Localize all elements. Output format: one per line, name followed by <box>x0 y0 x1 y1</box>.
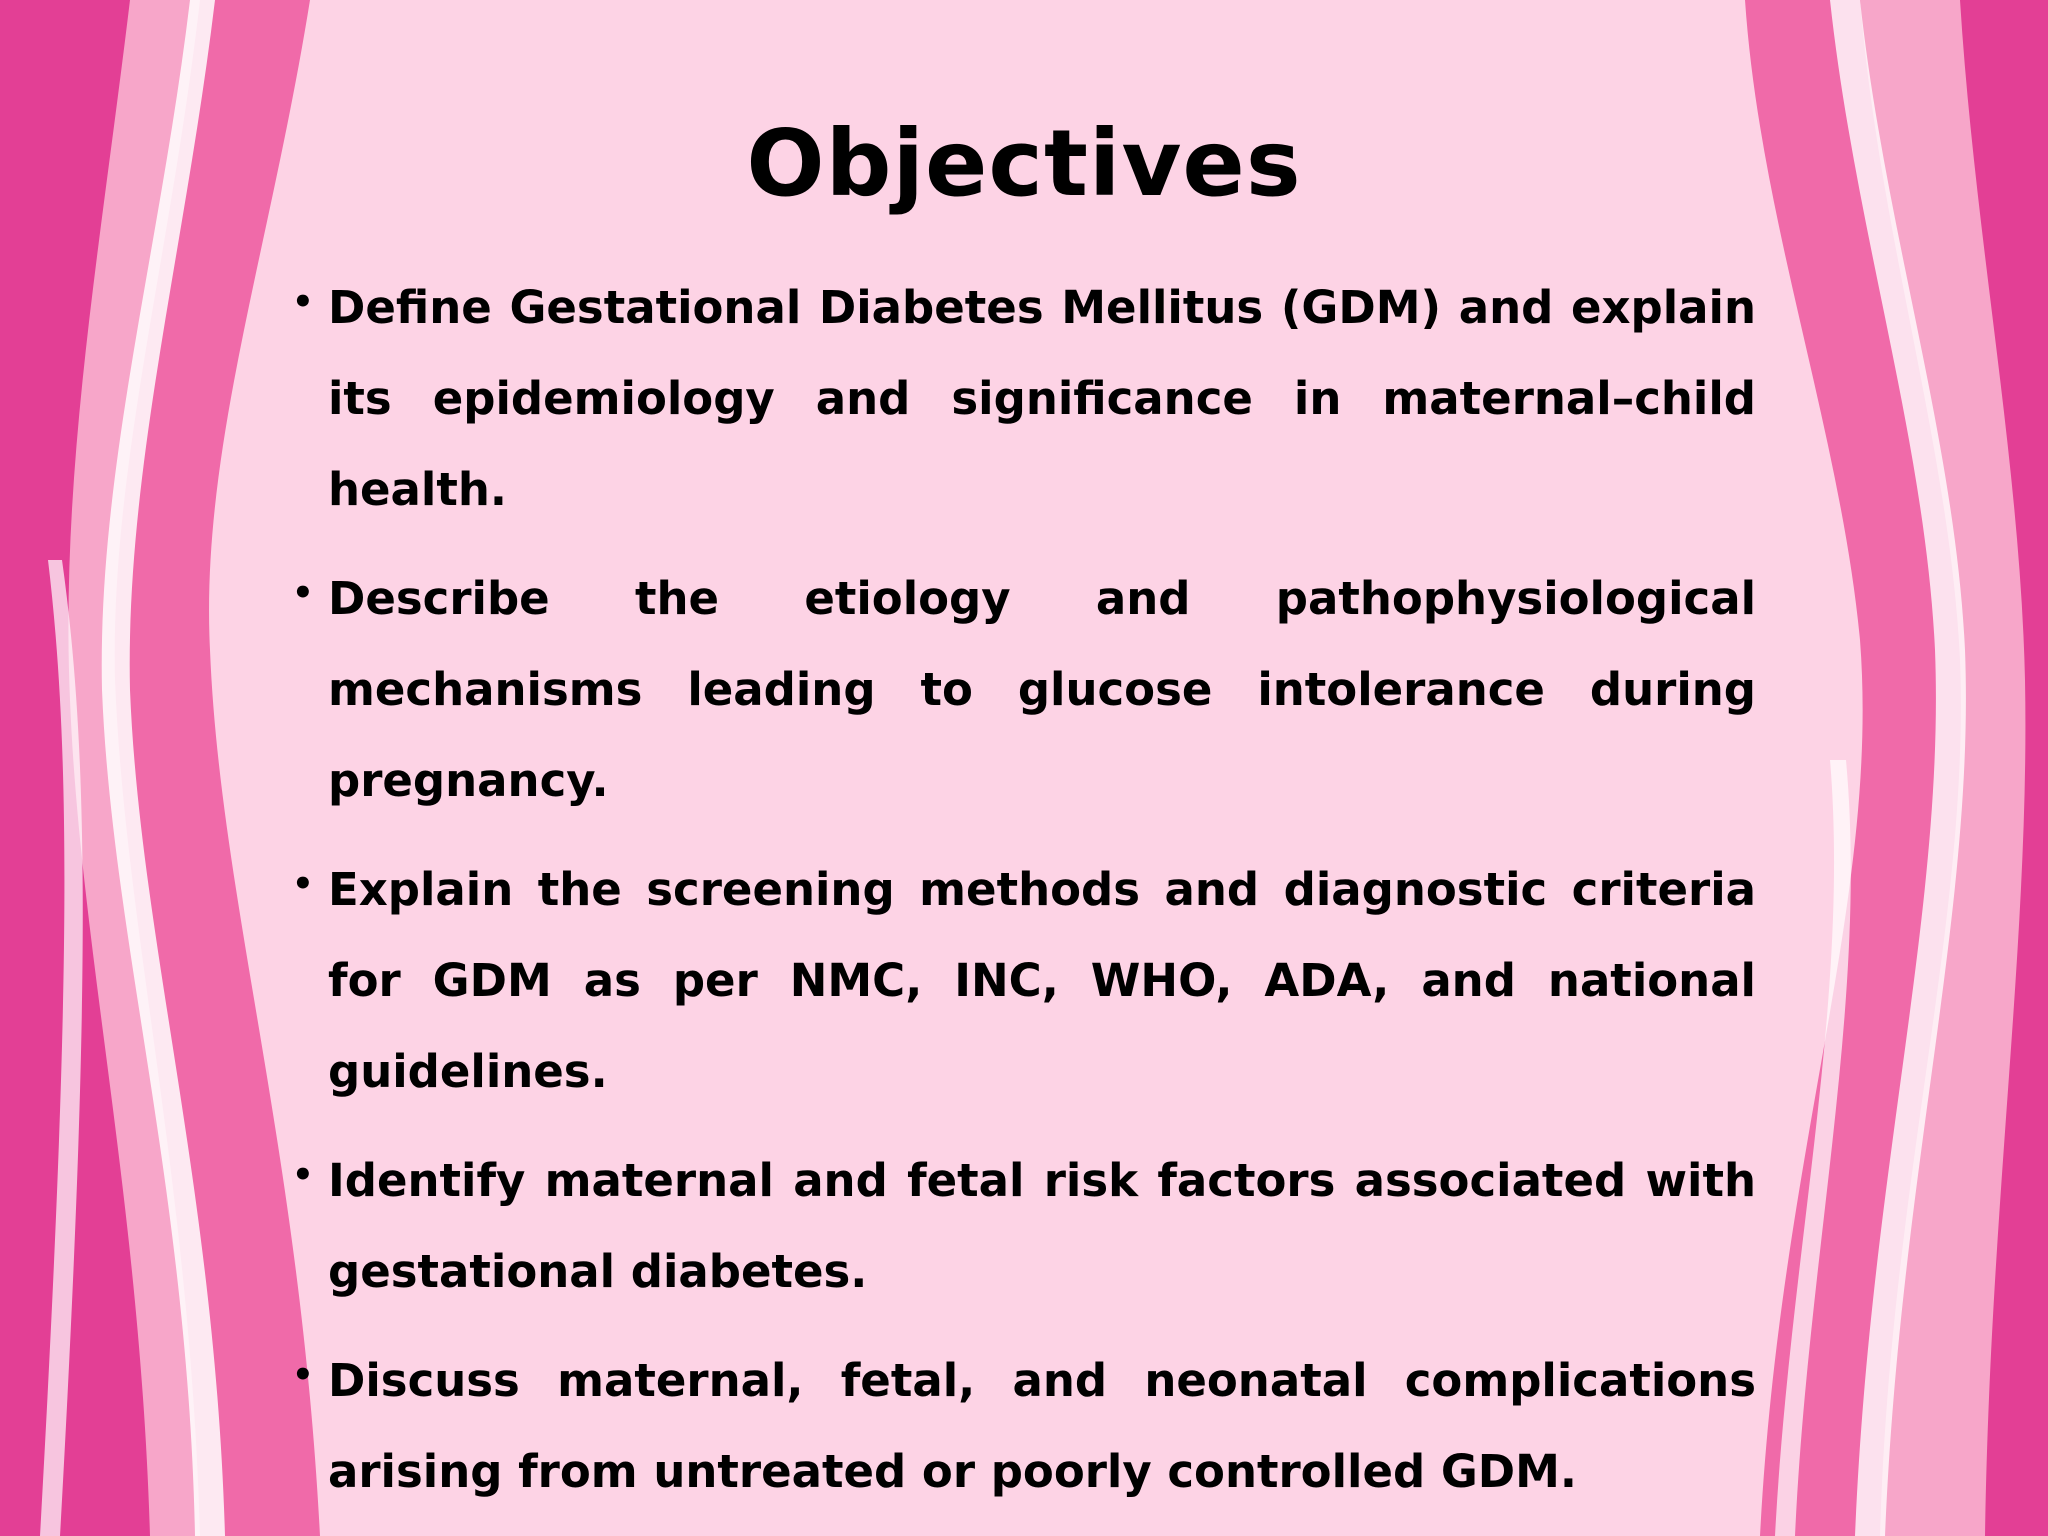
objectives-list <box>292 262 1756 1535</box>
bullet-icon: • <box>292 282 314 322</box>
objective-text: Explain the screening methods and diagnostic criteria for GDM as per NMC, INC, WHO, ADA, and national guidelines. <box>328 863 1756 1098</box>
slide-title: Objectives <box>746 110 1302 217</box>
objective-item-3 <box>292 844 1756 1117</box>
bullet-icon: • <box>292 864 314 904</box>
objective-text: Discuss maternal, fetal, and neonatal complications arising from untreated or poorly controlled GDM. <box>328 1354 1756 1498</box>
bullet-icon: • <box>292 1355 314 1395</box>
objective-item-5 <box>292 1335 1756 1517</box>
bullet-icon: • <box>292 1155 314 1195</box>
objective-text: Identify maternal and fetal risk factors associated with gestational diabetes. <box>328 1154 1756 1298</box>
objective-text: Describe the etiology and pathophysiological mechanisms leading to glucose intolerance during pregnancy. <box>328 572 1756 807</box>
objective-item-2 <box>292 553 1756 826</box>
bullet-icon: • <box>292 573 314 613</box>
objective-item-1 <box>292 262 1756 535</box>
objective-text: Define Gestational Diabetes Mellitus (GDM) and explain its epidemiology and significance in maternal–child health. <box>328 281 1756 516</box>
objective-item-4 <box>292 1135 1756 1317</box>
